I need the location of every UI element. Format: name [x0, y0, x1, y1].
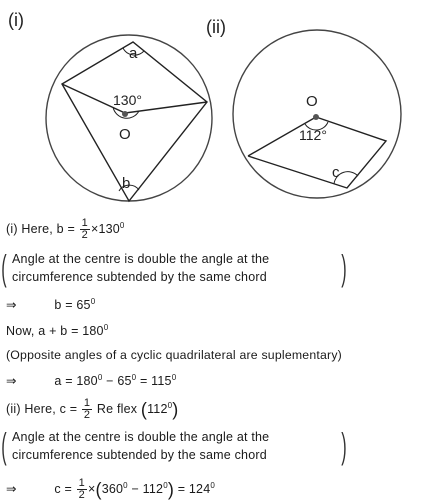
- center-o-label-1: O: [119, 126, 131, 143]
- vertex-c-label: c: [332, 164, 340, 181]
- step-3: [6, 323, 108, 341]
- fraction-half-1: [80, 218, 90, 241]
- step-5-right-paren: ): [172, 399, 179, 420]
- step-6-times: ×: [88, 481, 96, 496]
- vertex-b-label: b: [122, 175, 131, 192]
- quadrilateral-1: [62, 42, 207, 201]
- step-4-c: = 115: [136, 374, 172, 388]
- fraction-2-den: 2: [83, 409, 91, 421]
- step-6: [6, 478, 215, 501]
- reason-3: [1, 425, 347, 466]
- step-3-text: Now, a + b = 180: [6, 324, 104, 338]
- step-5-degree: 0: [167, 400, 173, 410]
- step-1-degree: 0: [119, 220, 125, 230]
- angle-130-label: 130°: [113, 92, 142, 108]
- step-1-prefix: (i) Here, b =: [6, 221, 79, 236]
- step-6-degree-1: 0: [123, 480, 128, 490]
- reason-3-left-paren: (: [1, 425, 7, 466]
- fraction-2-num: 1: [83, 397, 91, 409]
- step-5-reflex: Re flex: [93, 401, 141, 416]
- fraction-half-3: [77, 478, 87, 501]
- step-6-b: − 112: [127, 481, 164, 496]
- step-2-text: b = 65: [54, 298, 91, 312]
- step-6-a: 360: [101, 481, 124, 496]
- reason-1-line-2: circumference subtended by the same chord: [12, 270, 267, 284]
- step-4: [6, 373, 176, 391]
- step-5-left-paren: (: [140, 399, 148, 420]
- reason-1-right-paren: ): [341, 247, 347, 288]
- step-4-b: − 65: [102, 374, 132, 388]
- fraction-1-den: 2: [81, 229, 88, 241]
- step-2: [6, 297, 95, 315]
- reason-2: [6, 347, 342, 363]
- step-4-degree-2: 0: [131, 373, 137, 382]
- reason-1-line-1: Angle at the centre is double the angle at the: [12, 252, 270, 266]
- step-5-value: 112: [147, 401, 168, 416]
- step-6-degree-2: 0: [163, 480, 168, 490]
- fraction-half-2: [82, 398, 92, 421]
- reason-1: [1, 247, 347, 288]
- step-3-degree: 0: [103, 323, 109, 332]
- step-6-degree-3: 0: [210, 480, 216, 490]
- reason-3-line-2: circumference subtended by the same chord: [12, 448, 267, 462]
- step-2-degree: 0: [90, 297, 96, 306]
- step-6-left-paren: (: [95, 479, 102, 500]
- figures: [0, 0, 436, 205]
- center-dot-2: [313, 114, 319, 120]
- figure2-label: (ii): [206, 17, 226, 37]
- angle-112-label: 112°: [299, 127, 327, 143]
- step-1: [6, 218, 125, 241]
- step-4-a: a = 180: [54, 374, 98, 388]
- step-4-degree-1: 0: [97, 373, 103, 382]
- step-5-prefix: (ii) Here, c =: [6, 401, 81, 416]
- implies-arrow-2: ⇒: [6, 374, 17, 388]
- center-dot-1: [122, 111, 128, 117]
- fraction-3-den: 2: [78, 489, 85, 501]
- fraction-3-num: 1: [78, 477, 85, 489]
- figure1-label: (i): [8, 10, 24, 30]
- vertex-a-label: a: [129, 45, 138, 62]
- implies-arrow-1: ⇒: [6, 298, 17, 312]
- step-1-suffix: ×130: [90, 221, 120, 236]
- fraction-1-num: 1: [81, 217, 88, 229]
- circle-2: [233, 30, 401, 198]
- reason-3-right-paren: ): [341, 425, 347, 466]
- step-4-degree-3: 0: [171, 373, 177, 382]
- center-o-label-2: O: [306, 93, 318, 110]
- step-6-prefix: c =: [54, 481, 76, 496]
- step-5: [6, 398, 178, 421]
- reason-3-line-1: Angle at the centre is double the angle at the: [12, 430, 270, 444]
- reason-1-left-paren: (: [1, 247, 7, 288]
- step-6-right-paren: ): [167, 479, 175, 500]
- step-6-c: = 124: [174, 481, 211, 496]
- implies-arrow-3: ⇒: [6, 481, 17, 496]
- reason-2-text: (Opposite angles of a cyclic quadrilateral are suplementary): [6, 348, 342, 362]
